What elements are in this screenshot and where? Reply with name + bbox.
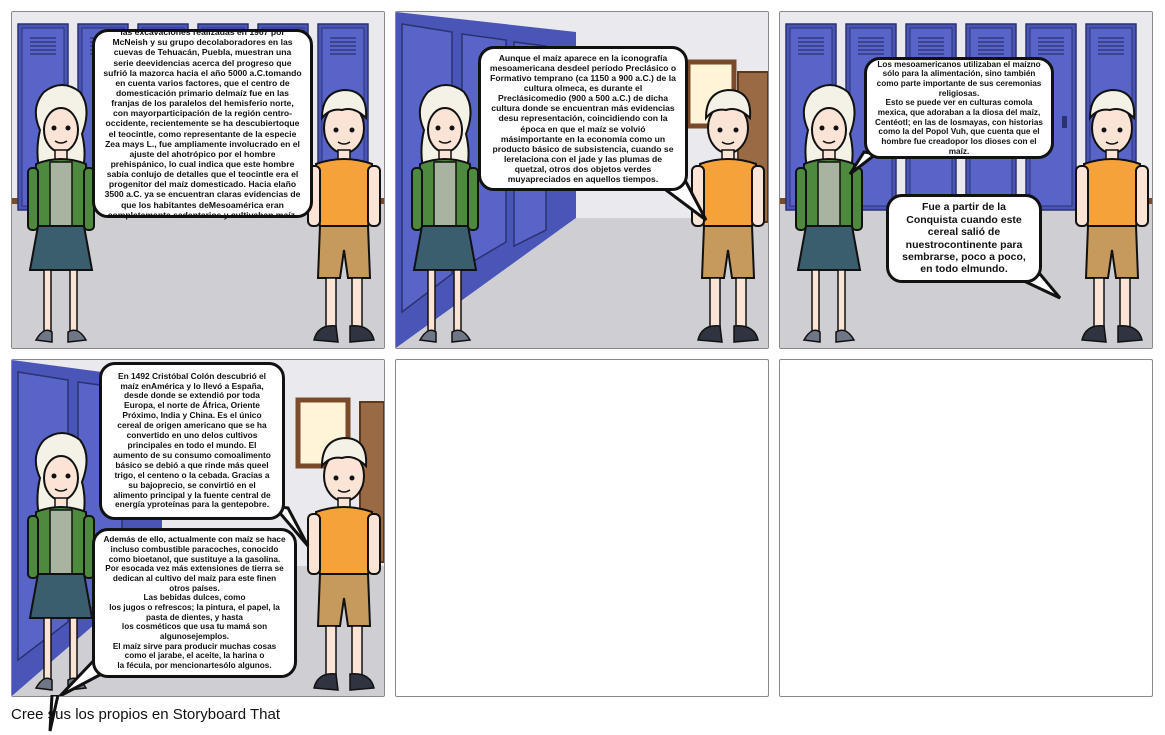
speech-bubble [886,194,1042,283]
storyboard-cell-1 [11,11,385,349]
storyboard-cell-2 [395,11,769,349]
speech-bubble [478,46,688,191]
speech-bubble [92,528,297,678]
bubble-text: Aunque el maíz aparece en la iconografía mesoamericana desdeel período Preclásico o Formativo temprano (ca 1150 a 900 a.C.) de la cultura olmeca, es durante el Preclásicomedio (900 a 500 a.C.) de dicha cultura donde se encuentran más evidencias desu representación, coincidiendo con la época en que el maíz se volvió másimportante en la economía como un producto básico de subsistencia, cuando se lerelaciona con el jade y las plumas de quetzal, otros dos objetos verdes muyapreciados en aquellos tiempos. [489,52,677,185]
bubble-text: las excavaciones realizadas en 1967 por McNeish y su grupo decolaboradores en las cuevas de Tehuacán, Puebla, muestran una serie deevidencias acerca del progreso que sufrió la mazorca hacia el año 5000 a.C.tomando en cuenta varios factores, que el centro de domesticación primario delmaíz fue en las franjas de los paralelos del hemisferio norte, con mayorparticipación de la región centro-occidente, recientemente se ha descubiertoque el teocintle, como representante de la especie Zea mays L., fue ampliamente involucrado en el ajuste del ahotrópico por el hombre prehispánico, lo cual indica que este hombre sabía conlujo de detalles que el teocintle era el progenitor del maíz domesticado. Hacia elaño 3500 a.C. ya se encuentran claras evidencias de que los habitantes deMesoamérica eran completamente sedentarios y cultivaban maíz. [103,27,302,220]
storyboard-cell-5 [395,359,769,697]
speech-bubble [864,57,1054,159]
bubble-text: En 1492 Cristóbal Colón descubrió el maíz enAmérica y lo llevó a España, desde donde se extendió por toda Europa, el norte de África, Oriente Próximo, India y China. Es el único cereal de origen americano que se ha convertido en uno delos cultivos principales en todo el mundo. El aumento de su consumo comoalimento básico se debió a que rinde más queel trigo, el centeno o la cebada. Gracias a su bajoprecio, se convirtió en el alimento principal y la fuente central de energía yproteínas para la gentepobre. [113,370,271,510]
bubble-text: Los mesoamericanos utilizaban el maízno sólo para la alimentación, sino también como parte importante de sus ceremonias religiosas. Esto se puede ver en culturas comola mexica, que adoraban a la diosa del maíz, Centéotl; en las de losmayas, con historias como la del Popol Vuh, que cuenta que el hombre fue creadopor los dioses con el maíz. [875,59,1043,156]
bubble-text: Fue a partir de la Conquista cuando este cereal salió de nuestrocontinente para sembrarse, poco a poco, en todo elmundo. [902,201,1026,276]
storyboard-cell-3 [779,11,1153,349]
bubble-text: Además de ello, actualmente con maíz se hace incluso combustible paracoches, conocido como bioetanol, que sustituye a la gasolina. Por esocada vez más extensiones de tierra se dedican al cultivo del maíz para este finen otros países. Las bebidas dulces, como los jugos o refrescos; la pintura, el papel, la pasta de dientes, y hasta los cosméticos que usa tu mamá son algunosejemplos. El maíz sirve para producir muchas cosas como el jarabe, el aceite, la harina o la fécula, por mencionartesólo algunos. [103,535,286,671]
speech-bubble [99,362,285,520]
storyboard-cell-6 [779,359,1153,697]
speech-bubble [92,29,313,218]
storyboard-footer-link[interactable]: Cree sus los propios en Storyboard That [11,706,281,723]
storyboard-cell-4 [11,359,385,697]
